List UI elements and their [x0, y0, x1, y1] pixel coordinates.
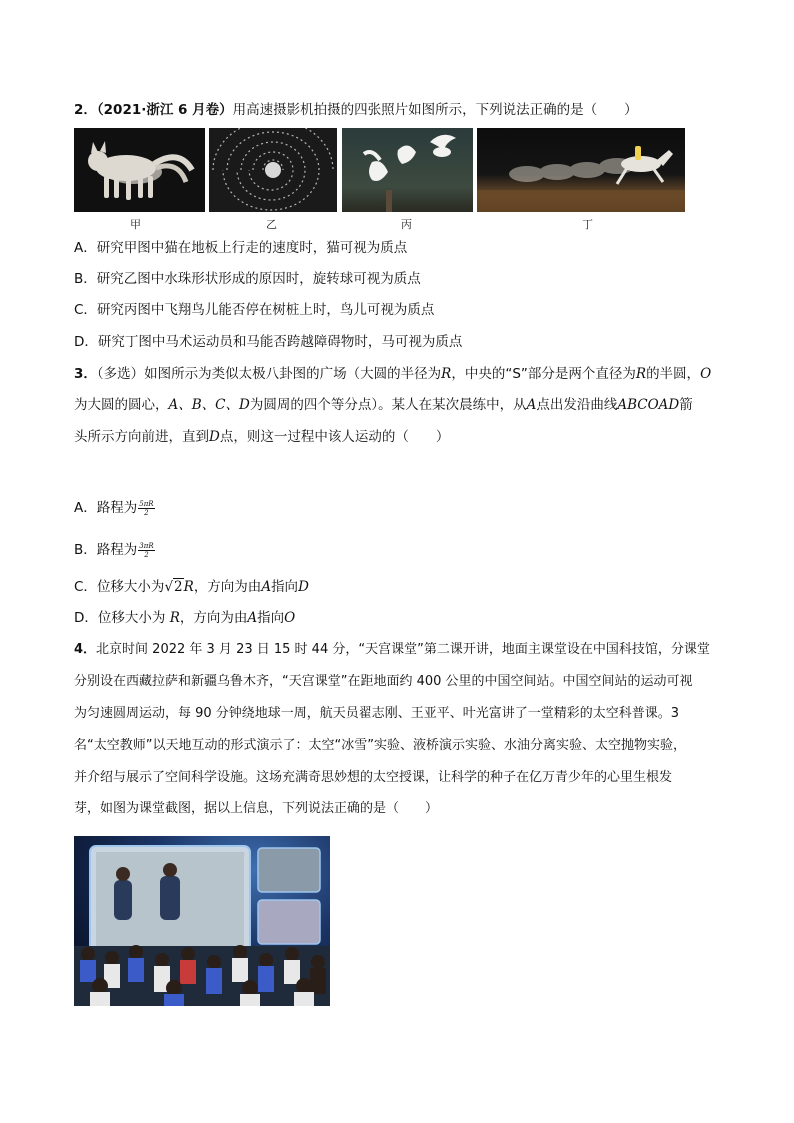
caption-jia: 甲 — [130, 218, 141, 231]
q3-option-a — [74, 498, 155, 518]
q3-option-a-key: A． — [74, 500, 97, 516]
q3-stem-line1 — [74, 364, 711, 384]
q2-option-b-key: B． — [74, 271, 97, 287]
q3-option-d — [74, 608, 295, 628]
q4-line-1 — [74, 640, 710, 660]
q3-text: 为大圆的圆心， — [74, 397, 169, 413]
q3-var-d: D — [298, 579, 309, 595]
q3-points: A、B、C、D — [168, 397, 250, 413]
caption-yi: 乙 — [266, 218, 277, 231]
q2-option-c-key: C． — [74, 302, 97, 318]
q3-number: 3． — [74, 366, 97, 382]
q3-var-r: R — [441, 366, 452, 382]
q3-option-d-text: ，方向为由 — [179, 610, 248, 626]
q4-line-5: 并介绍与展示了空间科学设施。这场充满奇思妙想的太空授课，让科学的种子在亿万青少年的心里生根发 — [74, 770, 673, 785]
fraction-denominator: 2 — [144, 550, 149, 559]
photo-jia-cat — [74, 128, 205, 212]
q2-stem — [74, 100, 638, 120]
q2-source: （2021·浙江 6 月卷） — [96, 102, 233, 118]
q2-option-d-text: 研究丁图中马术运动员和马能否跨越障碍物时，马可视为质点 — [97, 334, 463, 350]
q3-option-b-fraction — [138, 542, 154, 559]
caption-ding: 丁 — [582, 218, 593, 231]
q3-option-d-text: 指向 — [257, 610, 285, 626]
q2-option-d — [74, 332, 462, 352]
q2-option-a-text: 研究甲图中猫在地板上行走的速度时，猫可视为质点 — [96, 240, 408, 256]
q3-option-a-fraction — [138, 500, 154, 517]
q4-line-4: 名“太空教师”以天地互动的形式演示了：太空“冰雪”实验、液桥演示实验、水油分离实验、太空抛物实验， — [74, 738, 686, 753]
q3-text: 点出发沿曲线 — [536, 397, 618, 413]
q3-stem-line3 — [74, 427, 449, 447]
sqrt-radicand: 2 — [174, 579, 183, 595]
q3-option-d-key: D． — [74, 610, 98, 626]
q3-text: ，中央的“S”部分是两个直径为 — [451, 366, 636, 382]
q4-text: 北京时间 2022 年 3 月 23 日 15 时 44 分，“天宫课堂”第二课开讲，地面主课堂设在中国科技馆，分课堂 — [96, 642, 710, 657]
q3-var-r: R — [635, 366, 647, 382]
q4-line-2: 分别设在西藏拉萨和新疆乌鲁木齐，“天宫课堂”在距地面约 400 公里的中国空间站。中国空间站的运动可视 — [74, 674, 693, 689]
q3-var-d: D — [209, 429, 220, 445]
photo-ding-horse — [477, 128, 685, 212]
q3-option-c-text: 位移大小为 — [96, 579, 165, 595]
fraction-denominator: 2 — [144, 508, 149, 517]
q3-option-b — [74, 540, 155, 560]
q2-number: 2． — [74, 102, 97, 118]
q3-var-a: A — [261, 579, 272, 595]
q3-curve: ABCOAD — [617, 397, 680, 413]
q3-var-r: R — [169, 610, 180, 626]
fraction-numerator: 5πR — [139, 499, 154, 508]
q2-option-a — [74, 238, 407, 258]
q3-var-a: A — [247, 610, 258, 626]
q3-option-c — [74, 577, 309, 597]
q2-option-a-key: A． — [74, 240, 97, 256]
q2-option-c-text: 研究丙图中飞翔鸟儿能否停在树桩上时，鸟儿可视为质点 — [96, 302, 435, 318]
q3-text: 的半圆， — [646, 366, 701, 382]
q2-option-b — [74, 269, 421, 289]
q2-option-d-key: D． — [74, 334, 98, 350]
q3-text: （多选）如图所示为类似太极八卦图的广场（大圆的半径为 — [96, 366, 442, 382]
q3-var-o: O — [700, 366, 712, 382]
q3-var-o: O — [284, 610, 296, 626]
caption-bing: 丙 — [401, 218, 412, 231]
photo-yi-spinning-ball — [209, 128, 337, 212]
q2-option-b-text: 研究乙图中水珠形状形成的原因时，旋转球可视为质点 — [96, 271, 421, 287]
photo-bing-birds — [342, 128, 473, 212]
sqrt-symbol: √2 — [164, 579, 183, 595]
fraction-numerator: 3πR — [139, 541, 154, 550]
q3-var-r: R — [183, 579, 194, 595]
q4-line-3: 为匀速圆周运动，每 90 分钟绕地球一周，航天员翟志刚、王亚平、叶光富讲了一堂精彩的太空科普课。3 — [74, 706, 680, 721]
q3-option-c-text: ，方向为由 — [193, 579, 262, 595]
q2-stem-text: 用高速摄影机拍摄的四张照片如图所示，下列说法正确的是（ ） — [232, 102, 638, 118]
q3-option-b-key: B． — [74, 542, 97, 558]
q3-option-c-key: C． — [74, 579, 97, 595]
q3-option-a-text: 路程为 — [96, 500, 138, 516]
q3-option-d-text: 位移大小为 — [97, 610, 170, 626]
q4-line-6: 芽，如图为课堂截图，据以上信息，下列说法正确的是（ ） — [74, 801, 439, 816]
q3-var-a: A — [526, 397, 537, 413]
q2-option-c — [74, 300, 434, 320]
q4-number: 4． — [74, 642, 97, 657]
q3-text: 点，则这一过程中该人运动的（ ） — [219, 429, 450, 445]
q3-option-c-text: 指向 — [271, 579, 299, 595]
q3-stem-line2 — [74, 395, 693, 415]
q3-text: 头所示方向前进，直到 — [74, 429, 209, 445]
q3-text: 为圆周的四个等分点）。某人在某次晨练中，从 — [249, 397, 527, 413]
photo-classroom — [74, 836, 330, 1006]
q3-text: 箭 — [679, 397, 693, 413]
q3-option-b-text: 路程为 — [96, 542, 138, 558]
